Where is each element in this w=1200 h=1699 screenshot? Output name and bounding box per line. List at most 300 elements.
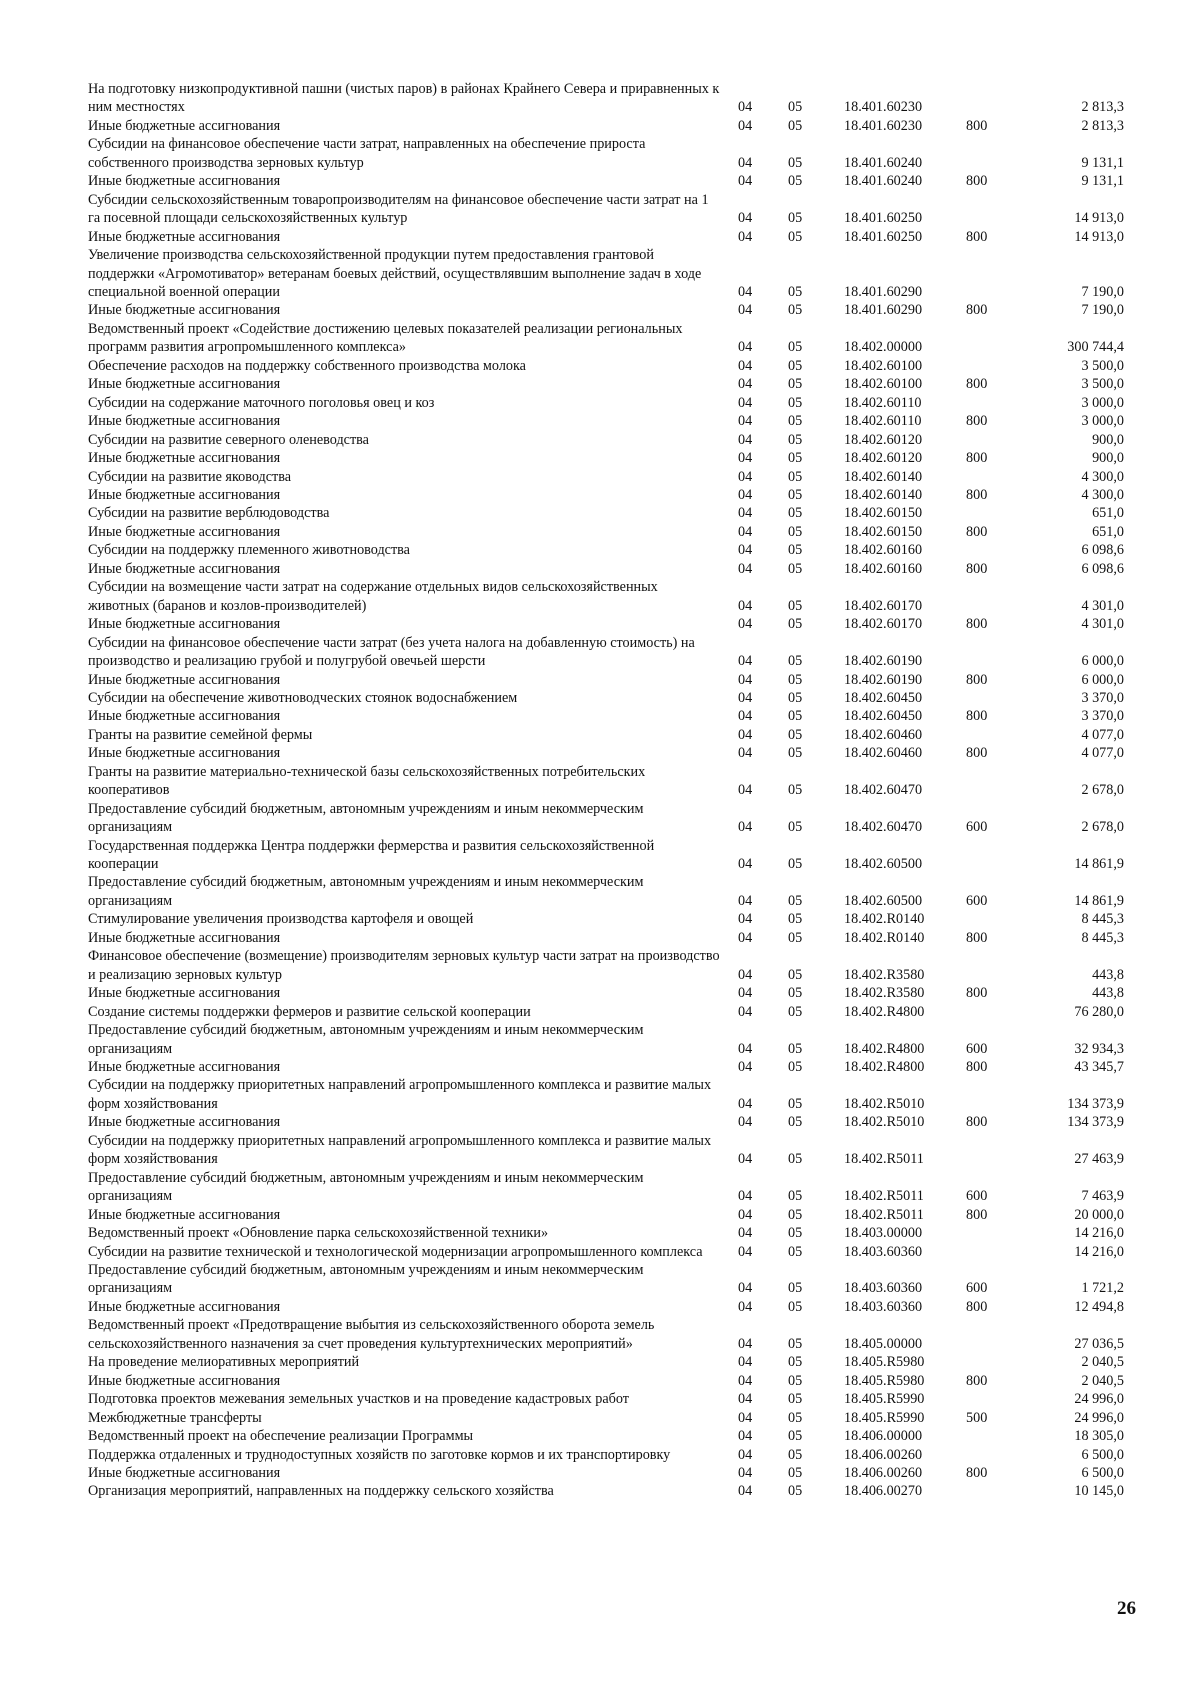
expense-type-code: [960, 320, 1026, 357]
section-code: 04: [738, 597, 753, 614]
target-article-code: 18.403.60360: [844, 1243, 923, 1260]
target-article-code: 18.402.60500: [844, 892, 923, 909]
expense-type-code: [960, 1427, 1026, 1445]
table-row: [88, 873, 1128, 910]
target-article-code: 18.401.60290: [844, 283, 923, 300]
table-row: [88, 468, 1128, 486]
table-row: [88, 246, 1128, 301]
subsection-code: 05: [788, 929, 803, 946]
expense-type-code: 800: [966, 413, 988, 430]
amount: 1 721,2: [1081, 1280, 1124, 1297]
amount: 20 000,0: [1074, 1206, 1124, 1223]
expense-type-code: 800: [966, 173, 988, 190]
amount: 10 145,0: [1074, 1483, 1124, 1500]
subsection-code: 05: [788, 413, 803, 430]
expense-type-code: 800: [966, 560, 988, 577]
row-name: Ведомственный проект «Предотвращение выбытия из сельскохозяйственного оборота земель сельскохозяйственного назначения за счет проведения культуртехнических мероприятий»: [88, 1317, 655, 1352]
subsection-code: 05: [788, 819, 803, 836]
amount: 12 494,8: [1074, 1298, 1124, 1315]
subsection-code: 05: [788, 892, 803, 909]
table-row: [88, 504, 1128, 522]
row-name: Гранты на развитие семейной фермы: [88, 726, 313, 743]
amount: 7 190,0: [1081, 283, 1124, 300]
subsection-code: 05: [788, 1335, 803, 1352]
section-code: 04: [738, 1206, 753, 1223]
subsection-code: 05: [788, 1280, 803, 1297]
subsection-code: 05: [788, 745, 803, 762]
amount: 6 500,0: [1081, 1446, 1124, 1463]
row-name: Субсидии на развитие верблюдоводства: [88, 505, 330, 522]
row-name: Субсидии на поддержку племенного животноводства: [88, 542, 410, 559]
subsection-code: 05: [788, 1003, 803, 1020]
subsection-code: 05: [788, 1059, 803, 1076]
expense-type-code: [960, 726, 1026, 744]
row-name: Предоставление субсидий бюджетным, автономным учреждениям и иным некоммерческим организациям: [88, 1169, 644, 1205]
row-name: Ведомственный проект «Содействие достижению целевых показателей реализации региональных программ развития агропромышленного комплекса»: [88, 320, 683, 356]
table-row: [88, 523, 1128, 541]
amount: 14 861,9: [1074, 892, 1124, 909]
expense-type-code: 800: [966, 929, 988, 946]
section-code: 04: [738, 856, 753, 873]
amount: 7 190,0: [1081, 302, 1124, 319]
amount: 6 500,0: [1081, 1464, 1124, 1481]
subsection-code: 05: [788, 1446, 803, 1463]
table-row: [88, 301, 1128, 319]
section-code: 04: [738, 431, 753, 448]
subsection-code: 05: [788, 1354, 803, 1371]
table-body: [88, 80, 1128, 1501]
row-name: Иные бюджетные ассигнования: [88, 985, 281, 1002]
expense-type-code: 800: [966, 1206, 988, 1223]
target-article-code: 18.401.60240: [844, 154, 923, 171]
row-name: Иные бюджетные ассигнования: [88, 745, 281, 762]
subsection-code: 05: [788, 653, 803, 670]
row-name: Иные бюджетные ассигнования: [88, 376, 281, 393]
target-article-code: 18.401.60250: [844, 210, 923, 227]
target-article-code: 18.402.60450: [844, 708, 923, 725]
expense-type-code: [960, 80, 1026, 117]
section-code: 04: [738, 966, 753, 983]
subsection-code: 05: [788, 782, 803, 799]
amount: 4 300,0: [1081, 468, 1124, 485]
row-name: Предоставление субсидий бюджетным, автономным учреждениям и иным некоммерческим организациям: [88, 1022, 644, 1057]
table-row: [88, 1243, 1128, 1261]
amount: 651,0: [1092, 523, 1124, 540]
section-code: 04: [738, 671, 753, 688]
subsection-code: 05: [788, 283, 803, 300]
subsection-code: 05: [788, 985, 803, 1002]
row-name: Субсидии сельскохозяйственным товаропроизводителям на финансовое обеспечение части затрат на 1 га посевной площади сельскохозяйственных культур: [88, 191, 709, 227]
target-article-code: 18.401.60230: [844, 117, 923, 134]
expense-type-code: [960, 1390, 1026, 1408]
amount: 76 280,0: [1074, 1003, 1124, 1020]
target-article-code: 18.402.R4800: [844, 1040, 925, 1057]
subsection-code: 05: [788, 210, 803, 227]
row-name: Субсидии на содержание маточного поголовья овец и коз: [88, 394, 435, 411]
subsection-code: 05: [788, 689, 803, 706]
section-code: 04: [738, 1391, 753, 1408]
subsection-code: 05: [788, 597, 803, 614]
target-article-code: 18.401.60240: [844, 173, 923, 190]
subsection-code: 05: [788, 1428, 803, 1445]
table-row: [88, 412, 1128, 430]
row-name: Иные бюджетные ассигнования: [88, 523, 281, 540]
subsection-code: 05: [788, 431, 803, 448]
target-article-code: 18.402.60100: [844, 376, 923, 393]
table-row: [88, 1021, 1128, 1058]
amount: 4 077,0: [1081, 745, 1124, 762]
amount: 6 098,6: [1081, 560, 1124, 577]
table-row: [88, 1261, 1128, 1298]
section-code: 04: [738, 1354, 753, 1371]
section-code: 04: [738, 1335, 753, 1352]
target-article-code: 18.402.R0140: [844, 911, 925, 928]
expense-type-code: [960, 1446, 1026, 1464]
expense-type-code: 800: [966, 1114, 988, 1131]
target-article-code: 18.406.00260: [844, 1464, 923, 1481]
target-article-code: 18.402.60110: [844, 413, 922, 430]
amount: 4 301,0: [1081, 597, 1124, 614]
amount: 32 934,3: [1074, 1040, 1124, 1057]
target-article-code: 18.402.R4800: [844, 1003, 925, 1020]
expense-type-code: [960, 504, 1026, 522]
section-code: 04: [738, 1409, 753, 1426]
expense-type-code: 800: [966, 985, 988, 1002]
amount: 2 040,5: [1081, 1354, 1124, 1371]
row-name: Межбюджетные трансферты: [88, 1409, 262, 1426]
subsection-code: 05: [788, 966, 803, 983]
amount: 24 996,0: [1074, 1409, 1124, 1426]
target-article-code: 18.402.60170: [844, 597, 923, 614]
amount: 43 345,7: [1074, 1059, 1124, 1076]
subsection-code: 05: [788, 1225, 803, 1242]
table-row: [88, 1298, 1128, 1316]
table-row: [88, 541, 1128, 559]
row-name: Субсидии на финансовое обеспечение части затрат (без учета налога на добавленную стоимость) на производство и реализацию грубой и полугрубой овечьей шерсти: [88, 634, 695, 670]
target-article-code: 18.403.60360: [844, 1298, 923, 1315]
section-code: 04: [738, 726, 753, 743]
subsection-code: 05: [788, 173, 803, 190]
amount: 18 305,0: [1074, 1428, 1124, 1445]
subsection-code: 05: [788, 394, 803, 411]
target-article-code: 18.402.60460: [844, 745, 923, 762]
section-code: 04: [738, 1464, 753, 1481]
section-code: 04: [738, 376, 753, 393]
row-name: Гранты на развитие материально-технической базы сельскохозяйственных потребительских кооперативов: [88, 763, 646, 799]
amount: 24 996,0: [1074, 1391, 1124, 1408]
amount: 2 678,0: [1081, 819, 1124, 836]
table-row: [88, 228, 1128, 246]
row-name: Иные бюджетные ассигнования: [88, 1298, 281, 1315]
table-row: [88, 375, 1128, 393]
expense-type-code: 800: [966, 486, 988, 503]
table-row: [88, 80, 1128, 117]
amount: 14 216,0: [1074, 1243, 1124, 1260]
expense-type-code: 800: [966, 1372, 988, 1389]
amount: 14 861,9: [1074, 856, 1124, 873]
expense-type-code: [960, 1316, 1026, 1353]
subsection-code: 05: [788, 1243, 803, 1260]
target-article-code: 18.402.60100: [844, 357, 923, 374]
row-name: Ведомственный проект «Обновление парка сельскохозяйственной техники»: [88, 1225, 549, 1242]
expense-type-code: [960, 910, 1026, 928]
amount: 900,0: [1092, 450, 1124, 467]
section-code: 04: [738, 468, 753, 485]
section-code: 04: [738, 1446, 753, 1463]
subsection-code: 05: [788, 911, 803, 928]
expense-type-code: 600: [966, 1188, 988, 1205]
subsection-code: 05: [788, 616, 803, 633]
row-name: Иные бюджетные ассигнования: [88, 117, 281, 134]
row-name: Субсидии на поддержку приоритетных направлений агропромышленного комплекса и развитие малых форм хозяйствования: [88, 1132, 712, 1168]
expense-type-code: 800: [966, 302, 988, 319]
target-article-code: 18.402.R5010: [844, 1095, 925, 1112]
table-row: [88, 320, 1128, 357]
table-row: [88, 486, 1128, 504]
target-article-code: 18.403.00000: [844, 1225, 923, 1242]
expense-type-code: [960, 634, 1026, 671]
expense-type-code: [960, 394, 1026, 412]
amount: 2 813,3: [1081, 99, 1124, 116]
target-article-code: 18.402.60170: [844, 616, 923, 633]
section-code: 04: [738, 1114, 753, 1131]
row-name: Иные бюджетные ассигнования: [88, 671, 281, 688]
expense-type-code: 800: [966, 1059, 988, 1076]
row-name: Субсидии на поддержку приоритетных направлений агропромышленного комплекса и развитие малых форм хозяйствования: [88, 1077, 712, 1112]
target-article-code: 18.402.R3580: [844, 966, 925, 983]
section-code: 04: [738, 1243, 753, 1260]
target-article-code: 18.402.60450: [844, 689, 923, 706]
subsection-code: 05: [788, 523, 803, 540]
row-name: Иные бюджетные ассигнования: [88, 1206, 281, 1223]
table-row: [88, 837, 1128, 874]
amount: 2 678,0: [1081, 782, 1124, 799]
section-code: 04: [738, 210, 753, 227]
row-name: Организация мероприятий, направленных на поддержку сельского хозяйства: [88, 1483, 554, 1500]
subsection-code: 05: [788, 1040, 803, 1057]
section-code: 04: [738, 450, 753, 467]
target-article-code: 18.402.60470: [844, 819, 923, 836]
target-article-code: 18.402.60140: [844, 486, 923, 503]
row-name: Иные бюджетные ассигнования: [88, 1464, 281, 1481]
expense-type-code: 800: [966, 1298, 988, 1315]
row-name: Иные бюджетные ассигнования: [88, 413, 281, 430]
subsection-code: 05: [788, 505, 803, 522]
section-code: 04: [738, 1059, 753, 1076]
expense-type-code: [960, 1076, 1026, 1113]
section-code: 04: [738, 283, 753, 300]
table-row: [88, 394, 1128, 412]
section-code: 04: [738, 1428, 753, 1445]
table-row: [88, 1206, 1128, 1224]
table-row: [88, 449, 1128, 467]
table-row: [88, 800, 1128, 837]
row-name: Подготовка проектов межевания земельных участков и на проведение кадастровых работ: [88, 1391, 629, 1408]
row-name: Субсидии на развитие северного оленеводства: [88, 431, 369, 448]
table-row: [88, 1464, 1128, 1482]
target-article-code: 18.406.00000: [844, 1428, 923, 1445]
row-name: Иные бюджетные ассигнования: [88, 450, 281, 467]
expense-type-code: 800: [966, 708, 988, 725]
expense-type-code: 800: [966, 671, 988, 688]
amount: 8 445,3: [1081, 929, 1124, 946]
subsection-code: 05: [788, 1409, 803, 1426]
amount: 27 036,5: [1074, 1335, 1124, 1352]
target-article-code: 18.402.R5010: [844, 1114, 925, 1131]
target-article-code: 18.402.60140: [844, 468, 923, 485]
subsection-code: 05: [788, 450, 803, 467]
row-name: Субсидии на развитие технической и технологической модернизации агропромышленного комплекса: [88, 1243, 703, 1260]
amount: 7 463,9: [1081, 1188, 1124, 1205]
target-article-code: 18.402.60160: [844, 560, 923, 577]
amount: 300 744,4: [1067, 339, 1124, 356]
expense-type-code: 800: [966, 450, 988, 467]
expense-type-code: 800: [966, 117, 988, 134]
subsection-code: 05: [788, 154, 803, 171]
page-number: 26: [1117, 1598, 1136, 1619]
table-row: [88, 707, 1128, 725]
amount: 4 301,0: [1081, 616, 1124, 633]
table-row: [88, 431, 1128, 449]
table-row: [88, 1113, 1128, 1131]
amount: 9 131,1: [1081, 154, 1124, 171]
expense-type-code: [960, 578, 1026, 615]
target-article-code: 18.402.60150: [844, 505, 923, 522]
amount: 14 216,0: [1074, 1225, 1124, 1242]
amount: 4 300,0: [1081, 486, 1124, 503]
table-row: [88, 671, 1128, 689]
target-article-code: 18.402.00000: [844, 339, 923, 356]
section-code: 04: [738, 819, 753, 836]
target-article-code: 18.402.60120: [844, 431, 923, 448]
row-name: Государственная поддержка Центра поддержки фермерства и развития сельскохозяйственной кооперации: [88, 837, 655, 873]
subsection-code: 05: [788, 1391, 803, 1408]
target-article-code: 18.402.60190: [844, 671, 923, 688]
section-code: 04: [738, 1095, 753, 1112]
target-article-code: 18.402.R3580: [844, 985, 925, 1002]
amount: 8 445,3: [1081, 911, 1124, 928]
row-name: Ведомственный проект на обеспечение реализации Программы: [88, 1428, 474, 1445]
amount: 3 000,0: [1081, 394, 1124, 411]
amount: 651,0: [1092, 505, 1124, 522]
section-code: 04: [738, 782, 753, 799]
section-code: 04: [738, 173, 753, 190]
subsection-code: 05: [788, 1372, 803, 1389]
subsection-code: 05: [788, 1114, 803, 1131]
table-row: [88, 763, 1128, 800]
expense-type-code: 800: [966, 523, 988, 540]
section-code: 04: [738, 523, 753, 540]
amount: 443,8: [1092, 985, 1124, 1002]
row-name: Иные бюджетные ассигнования: [88, 302, 281, 319]
expense-type-code: [960, 1003, 1026, 1021]
amount: 2 813,3: [1081, 117, 1124, 134]
amount: 134 373,9: [1067, 1114, 1124, 1131]
row-name: Увеличение производства сельскохозяйственной продукции путем предоставления грантовой поддержки «Агромотиватор» ветеранам боевых действий, осуществлявшим выполнение задач в ходе специальной военной операции: [88, 247, 702, 300]
expense-type-code: 800: [966, 1464, 988, 1481]
section-code: 04: [738, 1280, 753, 1297]
target-article-code: 18.402.R0140: [844, 929, 925, 946]
budget-allocation-table: [88, 80, 1128, 1501]
row-name: Иные бюджетные ассигнования: [88, 616, 281, 633]
subsection-code: 05: [788, 376, 803, 393]
table-row: [88, 1169, 1128, 1206]
target-article-code: 18.405.R5990: [844, 1391, 925, 1408]
table-row: [88, 1372, 1128, 1390]
table-row: [88, 910, 1128, 928]
section-code: 04: [738, 486, 753, 503]
section-code: 04: [738, 302, 753, 319]
expense-type-code: 800: [966, 228, 988, 245]
amount: 27 463,9: [1074, 1151, 1124, 1168]
row-name: Субсидии на развитие яководства: [88, 468, 292, 485]
expense-type-code: 600: [966, 1040, 988, 1057]
target-article-code: 18.402.R5011: [844, 1151, 924, 1168]
target-article-code: 18.402.60110: [844, 394, 922, 411]
amount: 14 913,0: [1074, 228, 1124, 245]
expense-type-code: 800: [966, 745, 988, 762]
section-code: 04: [738, 154, 753, 171]
amount: 14 913,0: [1074, 210, 1124, 227]
subsection-code: 05: [788, 1298, 803, 1315]
table-row: [88, 689, 1128, 707]
section-code: 04: [738, 1003, 753, 1020]
table-row: [88, 1132, 1128, 1169]
subsection-code: 05: [788, 671, 803, 688]
target-article-code: 18.402.R5011: [844, 1188, 924, 1205]
target-article-code: 18.402.R4800: [844, 1059, 925, 1076]
subsection-code: 05: [788, 560, 803, 577]
target-article-code: 18.401.60290: [844, 302, 923, 319]
expense-type-code: [960, 431, 1026, 449]
section-code: 04: [738, 1040, 753, 1057]
row-name: На подготовку низкопродуктивной пашни (чистых паров) в районах Крайнего Севера и приравненных к ним местностях: [88, 81, 720, 116]
subsection-code: 05: [788, 542, 803, 559]
row-name: Субсидии на обеспечение животноводческих стоянок водоснабжением: [88, 689, 518, 706]
section-code: 04: [738, 911, 753, 928]
expense-type-code: 800: [966, 376, 988, 393]
expense-type-code: [960, 246, 1026, 301]
expense-type-code: [960, 1353, 1026, 1371]
table-row: [88, 947, 1128, 984]
table-row: [88, 1353, 1128, 1371]
expense-type-code: [960, 191, 1026, 228]
subsection-code: 05: [788, 856, 803, 873]
table-row: [88, 1316, 1128, 1353]
amount: 4 077,0: [1081, 726, 1124, 743]
section-code: 04: [738, 228, 753, 245]
table-row: [88, 1482, 1128, 1500]
target-article-code: 18.401.60230: [844, 99, 923, 116]
section-code: 04: [738, 413, 753, 430]
section-code: 04: [738, 689, 753, 706]
row-name: Иные бюджетные ассигнования: [88, 560, 281, 577]
target-article-code: 18.402.60120: [844, 450, 923, 467]
table-row: [88, 578, 1128, 615]
subsection-code: 05: [788, 1151, 803, 1168]
amount: 3 500,0: [1081, 357, 1124, 374]
expense-type-code: [960, 837, 1026, 874]
table-row: [88, 1058, 1128, 1076]
subsection-code: 05: [788, 339, 803, 356]
row-name: Предоставление субсидий бюджетным, автономным учреждениям и иным некоммерческим организациям: [88, 800, 644, 836]
table-row: [88, 1390, 1128, 1408]
section-code: 04: [738, 560, 753, 577]
subsection-code: 05: [788, 708, 803, 725]
subsection-code: 05: [788, 228, 803, 245]
amount: 3 000,0: [1081, 413, 1124, 430]
table-row: [88, 357, 1128, 375]
